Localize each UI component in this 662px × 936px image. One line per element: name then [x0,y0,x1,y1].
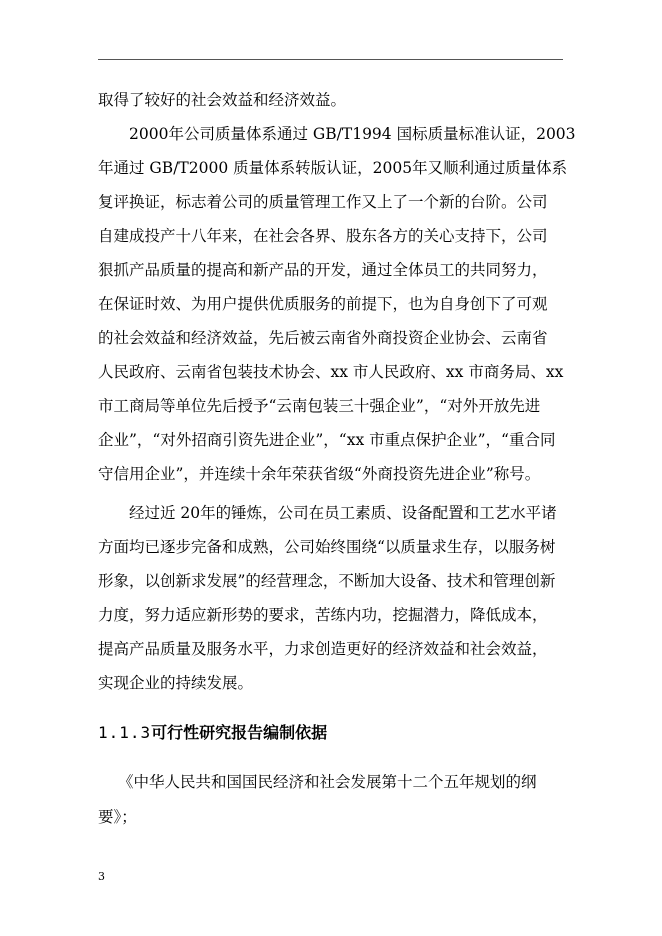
basis-text-line: 《中华人民共和国国民经济和社会发展第十二个五年规划的纲 [118,773,537,791]
body-text-line: 经过近 20年的锤炼，公司在员工素质、设备配置和工艺水平诸 [129,504,557,522]
body-text-line: 狠抓产品质量的提高和新产品的开发，通过全体员工的共同努力， [98,261,548,279]
body-text-line: 方面均已逐步完备和成熟，公司始终围绕“以质量求生存，以服务树 [98,538,556,556]
body-text-line: 2000年公司质量体系通过 GB/T1994 国标质量标准认证，2003 [129,125,576,143]
body-text-line: 实现企业的持续发展。 [98,674,254,692]
page-number: 3 [98,870,105,883]
body-text-line: 在保证时效、为用户提供优质服务的前提下，也为自身创下了可观 [98,295,548,313]
basis-text-line: 要》； [98,808,137,826]
body-text-line: 企业”，“对外招商引资先进企业”，“xx 市重点保护企业”，“重合同 [98,431,556,449]
section-title: 可行性研究报告编制依据 [151,723,328,742]
section-heading [98,722,327,744]
body-text-line: 市工商局等单位先后授予“云南包装三十强企业”，“对外开放先进 [98,397,541,415]
body-text-line: 力度，努力适应新形势的要求，苦练内功，挖掘潜力，降低成本， [98,606,548,624]
body-text-line: 人民政府、云南省包装技术协会、xx 市人民政府、xx 市商务局、xx [98,363,564,381]
body-text-line: 提高产品质量及服务水平，力求创造更好的经济效益和社会效益， [98,640,548,658]
body-text-line: 的社会效益和经济效益，先后被云南省外商投资企业协会、云南省 [98,329,548,347]
body-text-line: 取得了较好的社会效益和经济效益。 [98,91,347,109]
header-rule [98,59,563,60]
body-text-line: 守信用企业”，并连续十余年荣获省级“外商投资先进企业”称号。 [98,465,541,483]
section-number: 1.1.3 [98,723,152,742]
body-text-line: 自建成投产十八年来，在社会各界、股东各方的关心支持下，公司 [98,227,548,245]
body-text-line: 形象，以创新求发展”的经营理念，不断加大设备、技术和管理创新 [98,572,556,590]
body-text-line: 复评换证，标志着公司的质量管理工作又上了一个新的台阶。公司 [98,193,548,211]
body-text-line: 年通过 GB/T2000 质量体系转版认证，2005年又顺利通过质量体系 [98,159,568,177]
